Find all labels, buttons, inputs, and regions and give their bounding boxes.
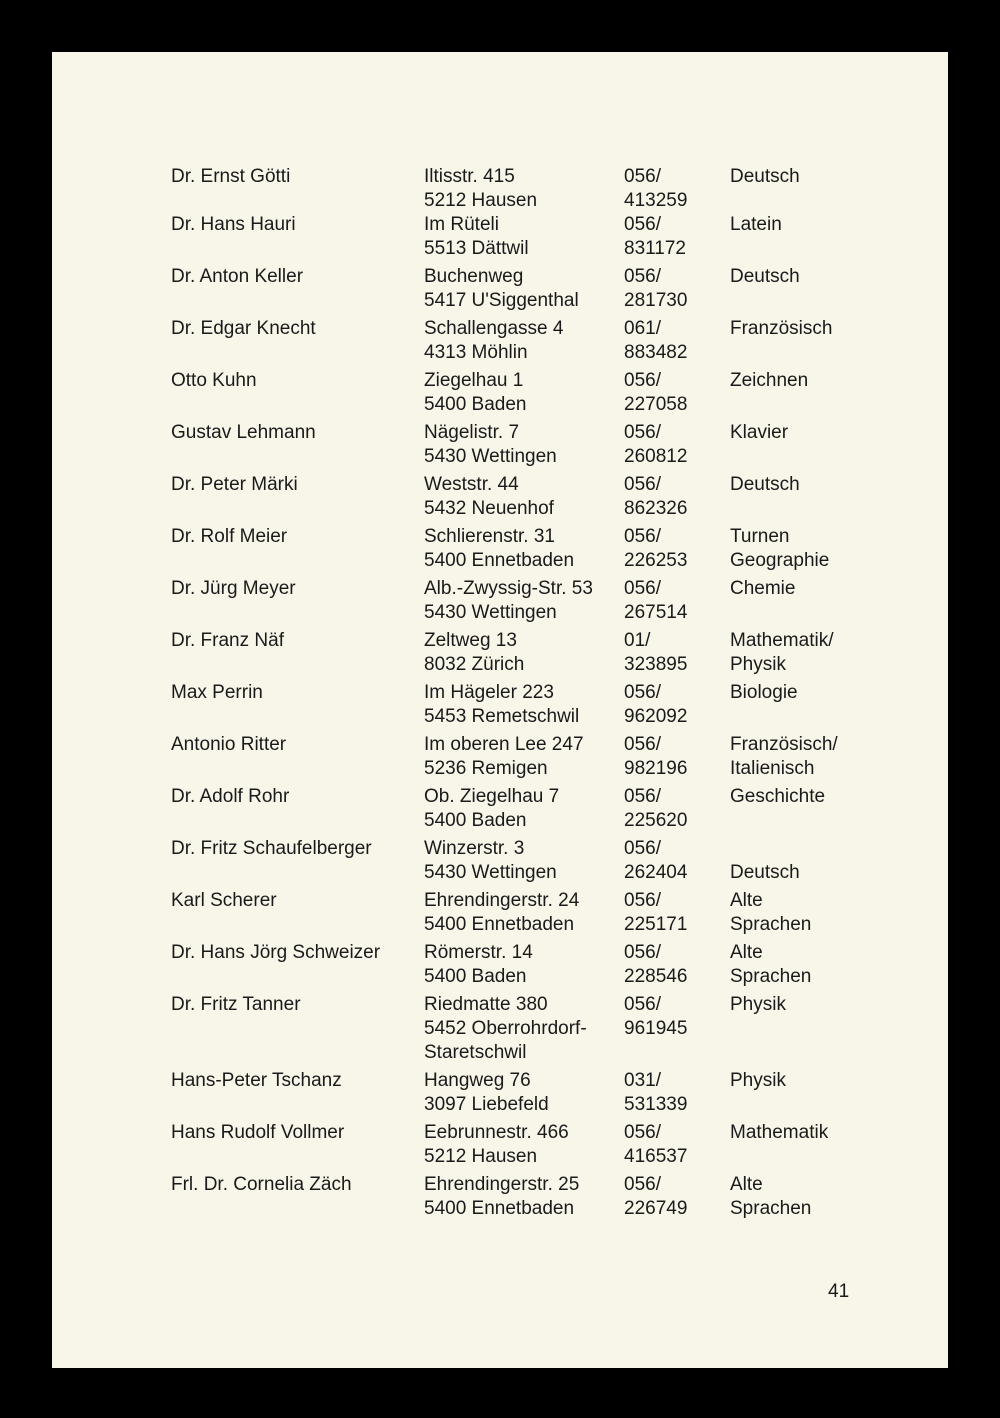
entry-phone-line: 056/ xyxy=(624,786,661,807)
entry-name xyxy=(171,837,372,861)
entry-subject xyxy=(730,629,833,677)
entry-address xyxy=(424,681,579,729)
entry-subject-line: Sprachen xyxy=(730,914,812,935)
entry-phone-line: 226253 xyxy=(624,550,688,571)
entry-name-line: Dr. Anton Keller xyxy=(171,266,304,287)
entry-name-line: Antonio Ritter xyxy=(171,734,287,755)
entry-subject-line: Geographie xyxy=(730,550,830,571)
entry-phone xyxy=(624,165,687,213)
entry-phone xyxy=(624,733,687,781)
entry-subject-line: Latein xyxy=(730,214,782,235)
entry-phone-line: 056/ xyxy=(624,994,661,1015)
entry-name-line: Dr. Fritz Tanner xyxy=(171,994,301,1015)
entry-name xyxy=(171,213,296,237)
entry-address xyxy=(424,525,574,573)
entry-subject xyxy=(730,941,811,989)
entry-address xyxy=(424,733,584,781)
entry-subject xyxy=(730,993,786,1017)
entry-subject xyxy=(730,369,808,393)
entry-phone-line: 056/ xyxy=(624,942,661,963)
entry-address xyxy=(424,837,557,885)
entry-address xyxy=(424,889,579,937)
entry-phone xyxy=(624,1069,687,1117)
entry-name-line: Karl Scherer xyxy=(171,890,277,911)
entry-address xyxy=(424,629,524,677)
entry-address xyxy=(424,213,529,261)
entry-phone-line: 228546 xyxy=(624,966,688,987)
entry-name xyxy=(171,681,263,705)
entry-name xyxy=(171,525,287,549)
entry-address-line: 4313 Möhlin xyxy=(424,342,528,363)
entry-subject-line: Zeichnen xyxy=(730,370,809,391)
entry-subject-line: Alte xyxy=(730,942,763,963)
entry-phone xyxy=(624,421,687,469)
entry-subject xyxy=(730,525,829,573)
entry-phone-line: 267514 xyxy=(624,602,688,623)
entry-subject xyxy=(730,473,800,497)
entry-address xyxy=(424,165,537,213)
entry-address-line: 5400 Ennetbaden xyxy=(424,1198,575,1219)
entry-name-line: Dr. Edgar Knecht xyxy=(171,318,316,339)
entry-phone-line: 225171 xyxy=(624,914,688,935)
entry-address-line: Nägelistr. 7 xyxy=(424,422,520,443)
entry-subject xyxy=(730,785,825,809)
entry-address-line: Im Hägeler 223 xyxy=(424,682,554,703)
entry-phone xyxy=(624,785,687,833)
entry-subject-line: Deutsch xyxy=(730,166,800,187)
entry-address-line: 5430 Wettingen xyxy=(424,446,557,467)
entry-address-line: Ob. Ziegelhau 7 xyxy=(424,786,560,807)
entry-phone xyxy=(624,369,687,417)
entry-address xyxy=(424,941,533,989)
entry-subject-line: Deutsch xyxy=(730,474,800,495)
entry-phone-line: 056/ xyxy=(624,370,661,391)
entry-name xyxy=(171,733,286,757)
entry-name-line: Dr. Adolf Rohr xyxy=(171,786,290,807)
entry-subject xyxy=(730,889,811,937)
entry-subject-line: Chemie xyxy=(730,578,796,599)
entry-address-line: Iltisstr. 415 xyxy=(424,166,515,187)
entry-address-line: Staretschwil xyxy=(424,1042,527,1063)
entry-address xyxy=(424,577,593,625)
entry-phone-line: 056/ xyxy=(624,214,661,235)
entry-subject xyxy=(730,733,838,781)
entry-phone-line: 226749 xyxy=(624,1198,688,1219)
entry-phone xyxy=(624,889,687,937)
entry-phone xyxy=(624,941,687,989)
entry-phone-line: 323895 xyxy=(624,654,688,675)
entry-name-line: Otto Kuhn xyxy=(171,370,257,391)
entry-subject xyxy=(730,165,800,189)
entry-address-line: 5417 U'Siggenthal xyxy=(424,290,579,311)
entry-address-line: Zeltweg 13 xyxy=(424,630,517,651)
entry-subject-line: Alte xyxy=(730,890,763,911)
entry-address-line: 5400 Baden xyxy=(424,394,527,415)
entry-phone-line: 831172 xyxy=(624,238,686,259)
entry-address-line: 5432 Neuenhof xyxy=(424,498,554,519)
entry-phone xyxy=(624,629,687,677)
entry-phone-line: 056/ xyxy=(624,474,661,495)
entry-name xyxy=(171,889,277,913)
entry-address-line: Buchenweg xyxy=(424,266,524,287)
entry-name xyxy=(171,369,257,393)
entry-phone xyxy=(624,837,687,885)
entry-address-line: Hangweg 76 xyxy=(424,1070,531,1091)
entry-address xyxy=(424,317,563,365)
entry-phone-line: 531339 xyxy=(624,1094,688,1115)
entry-address xyxy=(424,265,579,313)
entry-address-line: Ehrendingerstr. 25 xyxy=(424,1174,580,1195)
entry-address-line: Römerstr. 14 xyxy=(424,942,533,963)
entry-subject-line: Geschichte xyxy=(730,786,826,807)
entry-phone-line: 056/ xyxy=(624,1174,661,1195)
entry-subject xyxy=(730,1173,811,1221)
entry-subject-line: Französisch/ xyxy=(730,734,838,755)
entry-name-line: Gustav Lehmann xyxy=(171,422,316,443)
entry-phone xyxy=(624,525,687,573)
entry-phone-line: 225620 xyxy=(624,810,688,831)
entry-phone-line: 416537 xyxy=(624,1146,688,1167)
entry-address-line: 5236 Remigen xyxy=(424,758,548,779)
entry-address xyxy=(424,421,557,469)
entry-name xyxy=(171,1121,344,1145)
entry-subject-line: Sprachen xyxy=(730,966,812,987)
entry-name xyxy=(171,1069,342,1093)
entry-name-line: Max Perrin xyxy=(171,682,263,703)
entry-name-line: Hans Rudolf Vollmer xyxy=(171,1122,345,1143)
entry-name-line: Dr. Hans Hauri xyxy=(171,214,296,235)
entry-name xyxy=(171,1173,352,1197)
entry-address-line: 5400 Ennetbaden xyxy=(424,914,575,935)
entry-address-line: 5453 Remetschwil xyxy=(424,706,580,727)
entry-address-line: Weststr. 44 xyxy=(424,474,519,495)
entry-subject-line: Mathematik/ xyxy=(730,630,834,651)
entry-phone-line: 056/ xyxy=(624,526,661,547)
entry-name xyxy=(171,629,284,653)
entry-name-line: Dr. Hans Jörg Schweizer xyxy=(171,942,381,963)
entry-subject-line: Italienisch xyxy=(730,758,815,779)
entry-address-line: 8032 Zürich xyxy=(424,654,525,675)
entry-subject-line: Deutsch xyxy=(730,266,800,287)
entry-address-line: Alb.-Zwyssig-Str. 53 xyxy=(424,578,593,599)
entry-phone xyxy=(624,1173,687,1221)
entry-subject-line: Biologie xyxy=(730,682,798,703)
entry-subject-line xyxy=(730,837,800,861)
entry-name-line: Dr. Fritz Schaufelberger xyxy=(171,838,372,859)
entry-address-line: Im Rüteli xyxy=(424,214,499,235)
entry-name-line: Dr. Ernst Götti xyxy=(171,166,291,187)
entry-subject xyxy=(730,421,788,445)
entry-name xyxy=(171,993,301,1017)
entry-address-line: 5400 Baden xyxy=(424,810,527,831)
entry-address-line: 5513 Dättwil xyxy=(424,238,529,259)
entry-name xyxy=(171,577,296,601)
entry-phone-line: 056/ xyxy=(624,1122,661,1143)
entry-address xyxy=(424,785,559,833)
entry-subject-line: Klavier xyxy=(730,422,789,443)
entry-address-line: 3097 Liebefeld xyxy=(424,1094,549,1115)
entry-address xyxy=(424,473,554,521)
entry-phone xyxy=(624,473,687,521)
entry-address-line: Im oberen Lee 247 xyxy=(424,734,584,755)
entry-phone-line: 056/ xyxy=(624,682,661,703)
entry-phone-line: 281730 xyxy=(624,290,688,311)
entry-phone-line: 061/ xyxy=(624,318,661,339)
entry-name-line: Hans-Peter Tschanz xyxy=(171,1070,342,1091)
entry-phone-line: 227058 xyxy=(624,394,688,415)
entry-address-line: 5430 Wettingen xyxy=(424,602,557,623)
entry-phone xyxy=(624,993,687,1041)
entry-name xyxy=(171,473,298,497)
entry-subject xyxy=(730,681,798,705)
entry-name-line: Dr. Jürg Meyer xyxy=(171,578,296,599)
entry-address-line: Ehrendingerstr. 24 xyxy=(424,890,580,911)
entry-name xyxy=(171,421,316,445)
entry-phone xyxy=(624,1121,687,1169)
entry-phone-line: 056/ xyxy=(624,166,661,187)
entry-address-line: 5212 Hausen xyxy=(424,1146,538,1167)
entry-subject-line: Sprachen xyxy=(730,1198,812,1219)
entry-name xyxy=(171,165,290,189)
entry-phone-line: 413259 xyxy=(624,190,688,211)
entry-address-line: 5400 Ennetbaden xyxy=(424,550,575,571)
entry-phone-line: 961945 xyxy=(624,1018,688,1039)
entry-phone-line: 862326 xyxy=(624,498,688,519)
entry-address-line: 5400 Baden xyxy=(424,966,527,987)
entry-address-line: Winzerstr. 3 xyxy=(424,838,525,859)
entry-subject xyxy=(730,577,795,601)
entry-phone xyxy=(624,317,687,365)
entry-name-line: Dr. Franz Näf xyxy=(171,630,284,651)
entry-address xyxy=(424,1069,549,1117)
entry-address xyxy=(424,1121,569,1169)
entry-subject-line: Alte xyxy=(730,1174,763,1195)
entry-subject xyxy=(730,213,782,237)
entry-address-line: 5452 Oberrohrdorf- xyxy=(424,1018,587,1039)
entry-address xyxy=(424,1173,579,1221)
entry-phone-line: 962092 xyxy=(624,706,688,727)
entry-phone xyxy=(624,213,686,261)
entry-address-line: 5430 Wettingen xyxy=(424,862,557,883)
entry-name-line: Dr. Peter Märki xyxy=(171,474,298,495)
entry-subject-line: Physik xyxy=(730,1070,786,1091)
entry-name xyxy=(171,317,316,341)
entry-phone-line: 031/ xyxy=(624,1070,661,1091)
entry-phone-line: 056/ xyxy=(624,578,661,599)
entry-name xyxy=(171,785,289,809)
entry-subject-line: Physik xyxy=(730,654,786,675)
entry-phone-line: 260812 xyxy=(624,446,688,467)
entry-phone-line: 056/ xyxy=(624,422,661,443)
entry-address-line: Riedmatte 380 xyxy=(424,994,548,1015)
entry-address-line: Schlierenstr. 31 xyxy=(424,526,555,547)
entry-phone-line: 01/ xyxy=(624,630,651,651)
entry-phone-line: 883482 xyxy=(624,342,688,363)
entry-subject xyxy=(730,1121,828,1145)
entry-address-line: 5212 Hausen xyxy=(424,190,538,211)
entry-phone xyxy=(624,681,687,729)
entry-subject xyxy=(730,317,832,341)
entry-subject xyxy=(730,265,800,289)
entry-subject-line: Turnen xyxy=(730,526,790,547)
entry-name-line: Dr. Rolf Meier xyxy=(171,526,288,547)
entry-name xyxy=(171,265,303,289)
entry-phone-line: 056/ xyxy=(624,266,661,287)
entry-subject-line: Französisch xyxy=(730,318,833,339)
entry-address-line: Schallengasse 4 xyxy=(424,318,564,339)
entry-address-line: Eebrunnestr. 466 xyxy=(424,1122,569,1143)
entry-phone-line: 056/ xyxy=(624,890,661,911)
entry-phone-line: 056/ xyxy=(624,734,661,755)
entry-name xyxy=(171,941,380,965)
entry-phone-line: 982196 xyxy=(624,758,688,779)
entry-phone-line: 262404 xyxy=(624,862,688,883)
entry-address xyxy=(424,993,587,1065)
document-page xyxy=(52,52,948,1368)
entry-phone xyxy=(624,265,687,313)
entry-subject xyxy=(730,1069,786,1093)
entry-phone xyxy=(624,577,687,625)
entry-subject-line: Deutsch xyxy=(730,862,800,883)
entry-phone-line: 056/ xyxy=(624,838,661,859)
entry-address-line: Ziegelhau 1 xyxy=(424,370,524,391)
entry-subject-line: Mathematik xyxy=(730,1122,829,1143)
entry-subject xyxy=(730,837,800,885)
entry-name-line: Frl. Dr. Cornelia Zäch xyxy=(171,1174,352,1195)
page-number: 41 xyxy=(828,1281,850,1302)
entry-address xyxy=(424,369,527,417)
entry-subject-line: Physik xyxy=(730,994,786,1015)
